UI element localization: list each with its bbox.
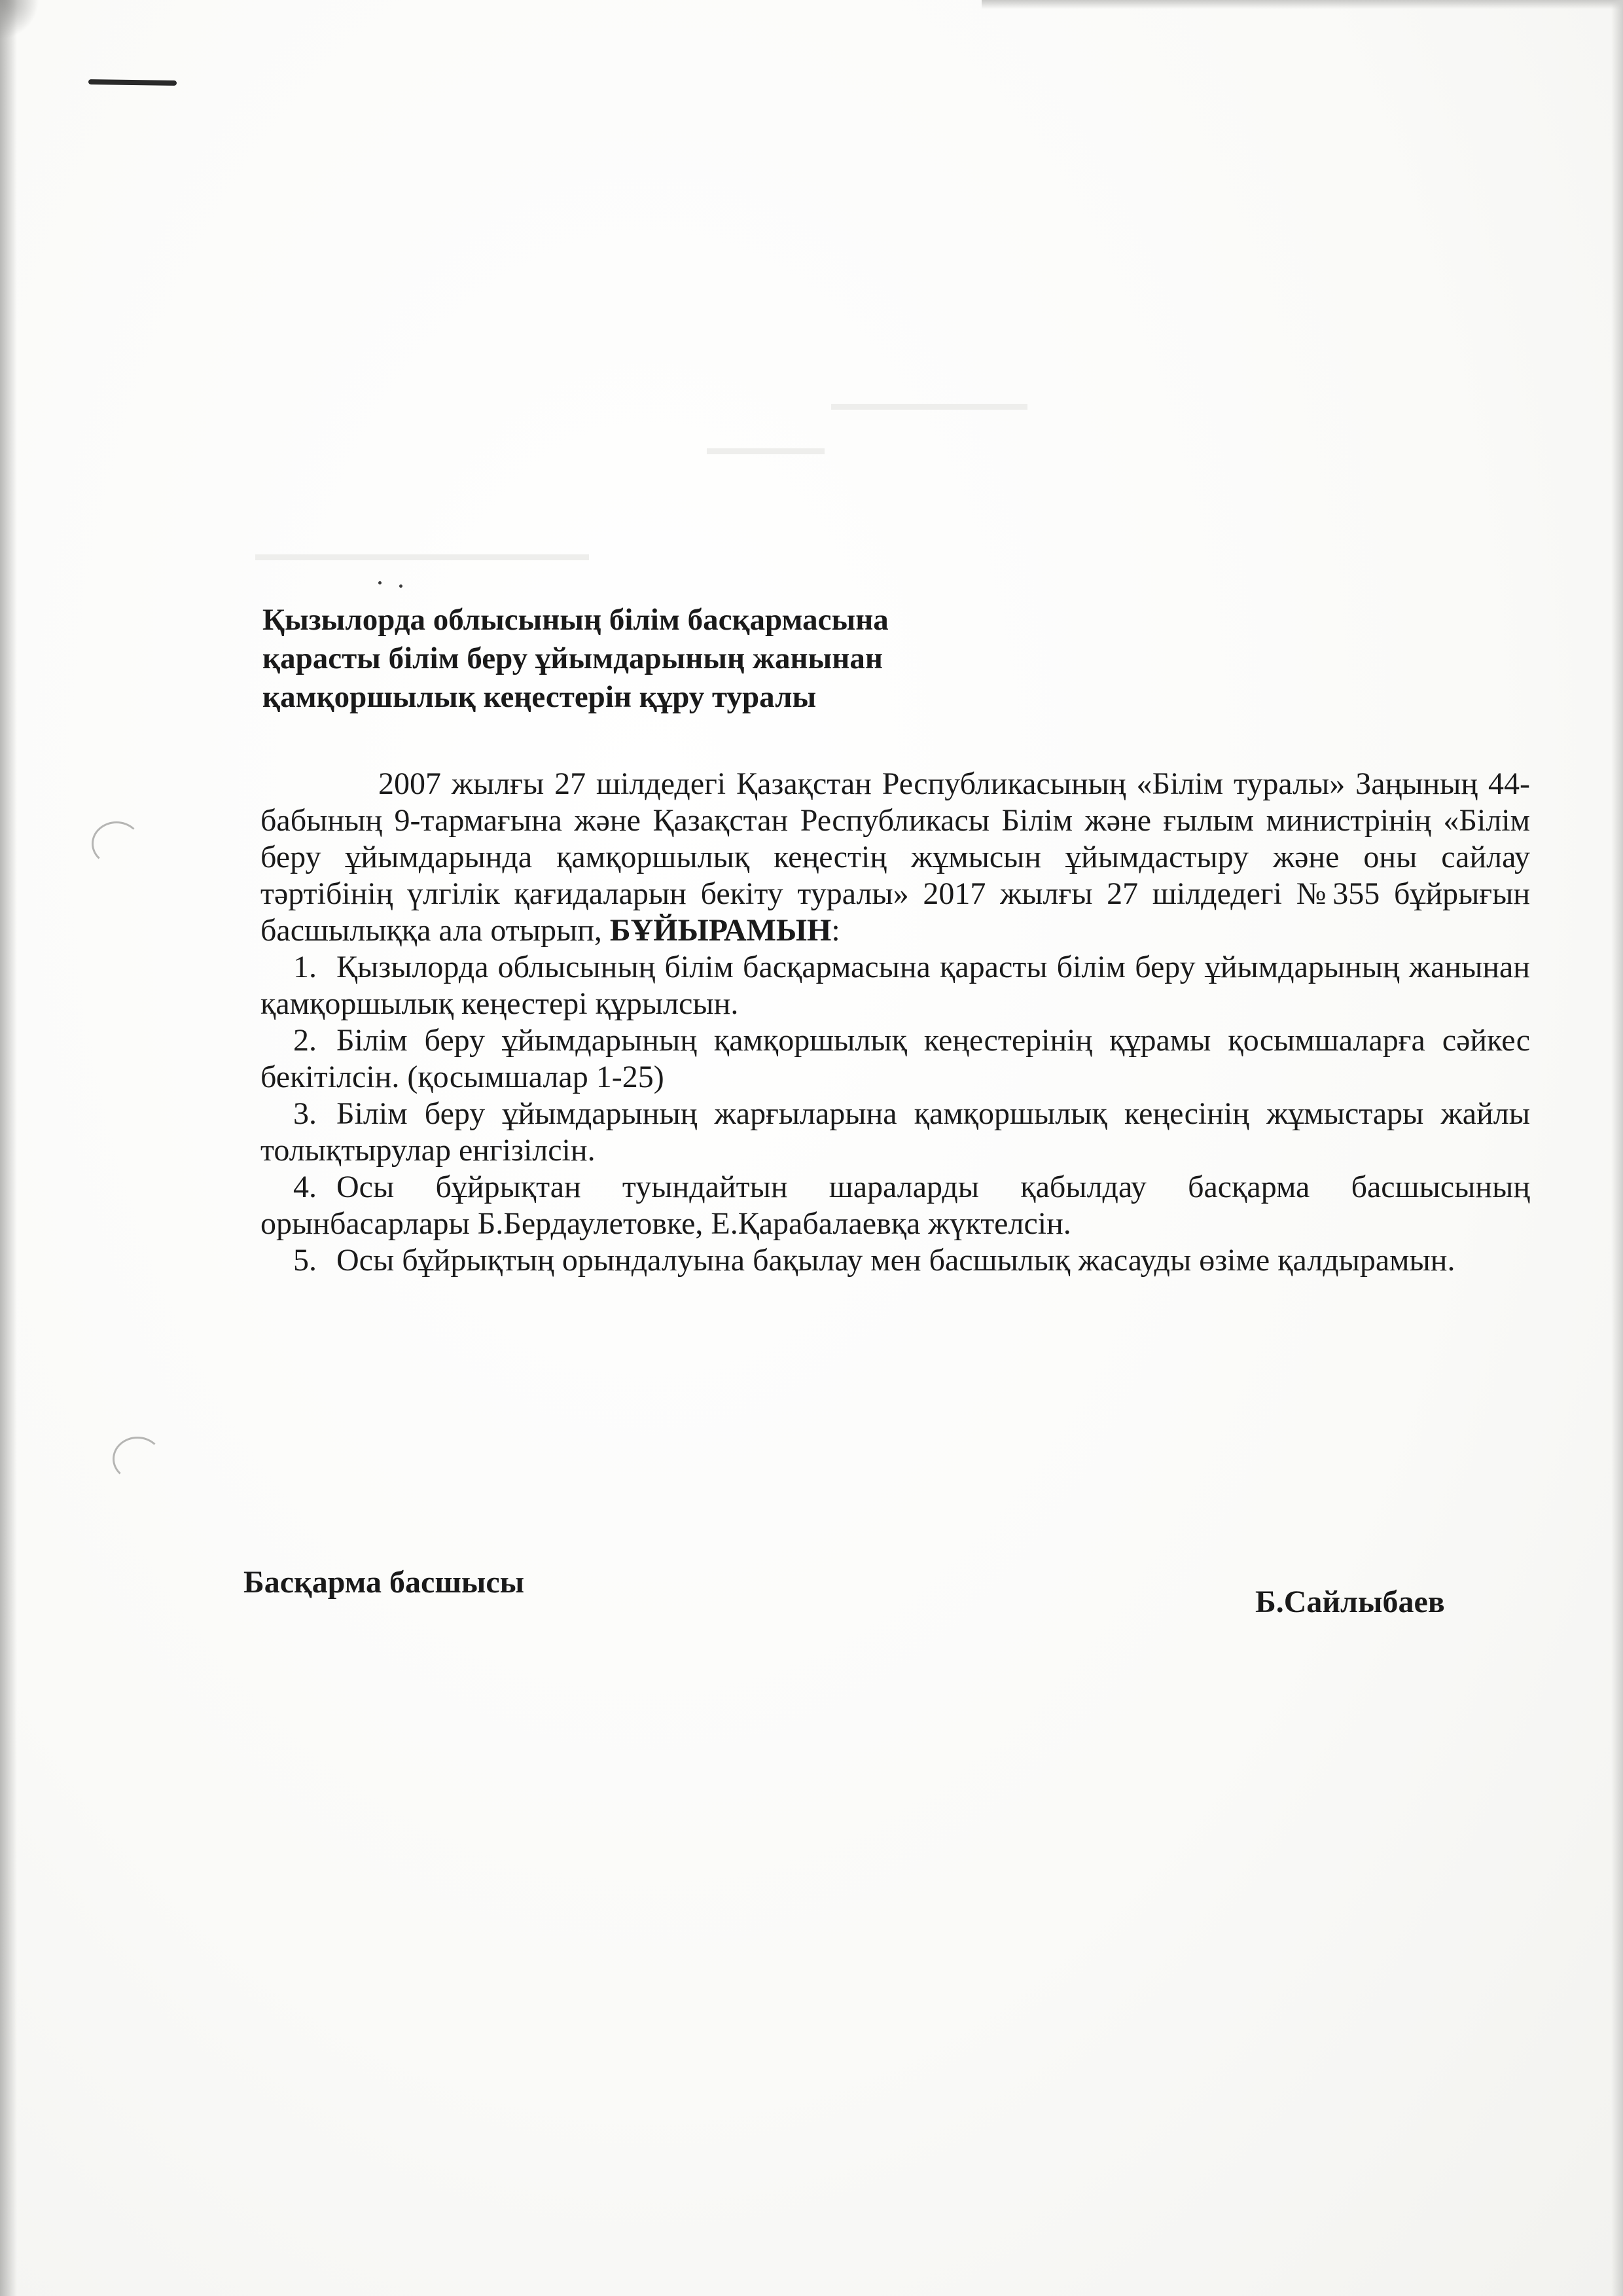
scan-shadow-corner <box>0 0 39 39</box>
scan-shadow-top <box>982 0 1623 9</box>
order-item-number: 2. <box>293 1023 317 1058</box>
order-item <box>260 1022 1530 1096</box>
order-item <box>260 949 1530 1022</box>
order-item-text: Білім беру ұйымдарының қамқоршылық кеңестерінің құрамы қосымшаларға сәйкес бекітілсін. (қосымшалар 1-25) <box>260 1023 1530 1094</box>
signatory-name: Б.Сайлыбаев <box>1255 1585 1445 1619</box>
faded-bleedthrough: ▬▬▬▬▬▬ <box>707 437 825 459</box>
dust-speck <box>399 584 402 588</box>
order-item-number: 5. <box>293 1243 317 1278</box>
signatory-title: Басқарма басшысы <box>243 1565 525 1600</box>
dust-speck <box>378 581 382 584</box>
order-item-text: Қызылорда облысының білім басқармасына қарасты білім беру ұйымдарының жанынан қамқоршылық кеңестері құрылсын. <box>260 950 1530 1021</box>
document-title <box>262 601 1113 717</box>
order-item-number: 3. <box>293 1096 317 1131</box>
order-item-number: 4. <box>293 1170 317 1204</box>
title-line: қамқоршылық кеңестерін құру туралы <box>262 680 817 714</box>
document-body <box>260 766 1530 1279</box>
order-item <box>260 1242 1530 1279</box>
punch-hole-mark <box>92 821 141 866</box>
title-line: Қызылорда облысының білім басқармасына <box>262 603 889 637</box>
order-items-list <box>260 949 1530 1279</box>
decree-word: БҰЙЫРАМЫН <box>609 913 832 948</box>
title-line: қарасты білім беру ұйымдарының жанынан <box>262 641 883 675</box>
order-item <box>260 1096 1530 1169</box>
order-item-number: 1. <box>293 950 317 984</box>
pen-stroke-mark <box>88 79 177 86</box>
order-item-text: Осы бұйрықтан туындайтын шараларды қабылдау басқарма басшысының орынбасарлары Б.Бердаулетовке, Е.Қарабалаевқа жүктелсін. <box>260 1170 1530 1241</box>
order-item <box>260 1169 1530 1242</box>
scan-shadow-right <box>1611 0 1623 2296</box>
scan-shadow-left <box>0 0 17 2296</box>
faded-bleedthrough: ▬▬▬▬▬▬▬▬▬▬▬▬▬▬▬▬▬ <box>255 543 589 565</box>
order-item-text: Осы бұйрықтың орындалуына бақылау мен басшылық жасауды өзіме қалдырамын. <box>336 1243 1455 1278</box>
order-item-text: Білім беру ұйымдарының жарғыларына қамқоршылық кеңесінің жұмыстары жайлы толықтырулар енгізілсін. <box>260 1096 1530 1168</box>
preamble-paragraph <box>260 766 1530 949</box>
decree-punctuation: : <box>831 913 840 948</box>
punch-hole-mark <box>113 1437 162 1481</box>
preamble-text: 2007 жылғы 27 шілдедегі Қазақстан Республикасының «Білім туралы» Заңының 44-бабының 9-тармағына және Қазақстан Республикасы Білім және ғылым министрінің «Білім беру ұйымдарында қамқоршылық кеңестің жұмысын ұйымдастыру және оны сайлау тәртібінің үлгілік қағидаларын бекіту туралы» 2017 жылғы 27 шілдедегі №355 бұйрығын басшылыққа ала отырып, <box>260 766 1530 948</box>
faded-bleedthrough: ▬▬▬▬▬▬▬▬▬▬ <box>831 393 1027 414</box>
